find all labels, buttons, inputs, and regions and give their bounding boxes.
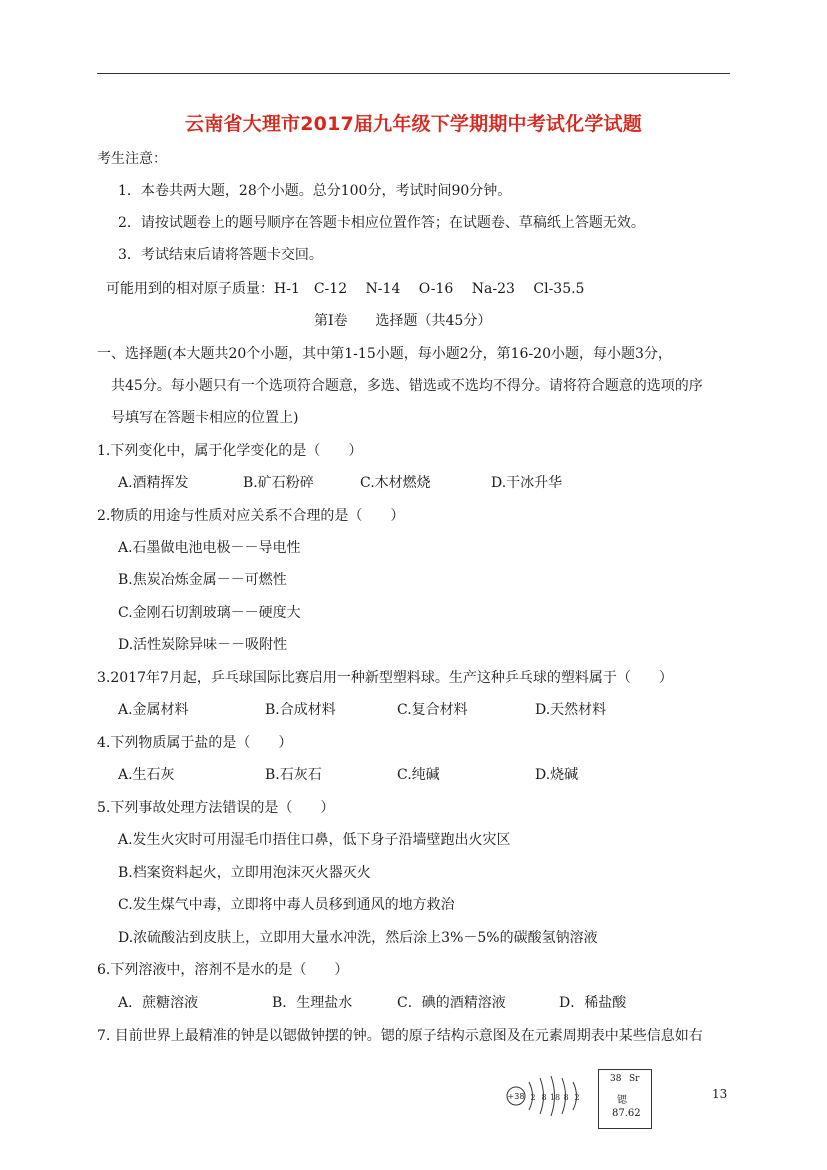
option-d: D.活性炭除异味－－吸附性 (118, 637, 288, 653)
page-number: 13 (712, 1087, 728, 1101)
option-b: B.焦炭冶炼金属－－可燃性 (118, 572, 287, 588)
instructions-line: 共45分。每小题只有一个选项符合题意，多选、错选或不选均不得分。请将符合题意的选项的序 (111, 378, 703, 394)
shell-label: 2 (530, 1093, 536, 1102)
option-d: D.干冰升华 (491, 475, 563, 491)
notice-item: 3．考试结束后请将答题卡交回。 (118, 247, 323, 263)
atom-structure-diagram (505, 1068, 585, 1118)
option-d: D.浓硫酸沾到皮肤上，立即用大量水冲洗，然后涂上3%－5%的碳酸氢钠溶液 (118, 930, 598, 946)
question-stem: 3.2017年7月起，乒乓球国际比赛启用一种新型塑料球。生产这种乒乓球的塑料属于（ ） (97, 670, 673, 686)
option-d: D.天然材料 (535, 702, 607, 718)
option-a: A.酒精挥发 (118, 475, 189, 491)
option-c: C.复合材料 (397, 702, 468, 718)
element-number: 38 (610, 1074, 622, 1084)
option-a: A.金属材料 (118, 702, 189, 718)
question-stem: 6.下列溶液中，溶剂不是水的是（ ） (97, 962, 349, 978)
option-c: C.木材燃烧 (360, 475, 431, 491)
header-rule (97, 73, 730, 74)
shell-label: 8 (563, 1093, 569, 1102)
element-mass: 87.62 (612, 1108, 641, 1119)
question-stem: 2.物质的用途与性质对应关系不合理的是（ ） (97, 508, 405, 524)
option-d: D.烧碱 (535, 767, 579, 783)
section-title: 第Ⅰ卷 选择题（共45分） (314, 313, 492, 329)
option-b: B．生理盐水 (272, 995, 353, 1011)
element-card (598, 1069, 652, 1129)
notice-heading: 考生注意： (97, 151, 167, 167)
question-stem: 7. 目前世界上最精准的钟是以锶做钟摆的钟。锶的原子结构示意图及在元素周期表中某些信息如右 (97, 1028, 703, 1044)
option-d: D．稀盐酸 (559, 995, 627, 1011)
option-b: B.石灰石 (265, 767, 322, 783)
option-c: C．碘的酒精溶液 (397, 995, 506, 1011)
option-c: C.纯碱 (397, 767, 440, 783)
option-c: C.发生煤气中毒，立即将中毒人员移到通风的地方救治 (118, 897, 455, 913)
notice-item: 1．本卷共两大题，28个小题。总分100分，考试时间90分钟。 (118, 183, 512, 199)
option-a: A.发生火灾时可用湿毛巾捂住口鼻，低下身子沿墙壁跑出火灾区 (118, 832, 511, 848)
shell-label: 8 (541, 1093, 547, 1102)
instructions-line: 号填写在答题卡相应的位置上) (111, 410, 299, 426)
notice-item: 2．请按试题卷上的题号顺序在答题卡相应位置作答；在试题卷、草稿纸上答题无效。 (118, 215, 645, 231)
question-stem: 5.下列事故处理方法错误的是（ ） (97, 800, 335, 816)
option-b: B.矿石粉碎 (243, 475, 314, 491)
option-b: B.档案资料起火，立即用泡沫灭火器灭火 (118, 865, 371, 881)
element-name: 锶 (617, 1095, 627, 1106)
option-b: B.合成材料 (265, 702, 336, 718)
atomic-masses: 可能用到的相对原子质量：H-1 C-12 N-14 O-16 Na-23 Cl-35.5 (106, 281, 585, 297)
nucleus-label: +38 (507, 1092, 525, 1101)
option-a: A.石墨做电池电极－－导电性 (118, 540, 301, 556)
option-a: A．蔗糖溶液 (118, 995, 199, 1011)
element-symbol: Sr (629, 1074, 640, 1084)
shell-label: 2 (574, 1093, 580, 1102)
question-stem: 1.下列变化中，属于化学变化的是（ ） (97, 443, 363, 459)
document-title: 云南省大理市2017届九年级下学期期中考试化学试题 (185, 113, 642, 135)
question-stem: 4.下列物质属于盐的是（ ） (97, 735, 293, 751)
instructions-line: 一、选择题(本大题共20个小题，其中第1-15小题，每小题2分，第16-20小题，每小题3分， (97, 346, 672, 362)
option-c: C.金刚石切割玻璃－－硬度大 (118, 605, 301, 621)
option-a: A.生石灰 (118, 767, 175, 783)
shell-label: 18 (549, 1093, 561, 1102)
